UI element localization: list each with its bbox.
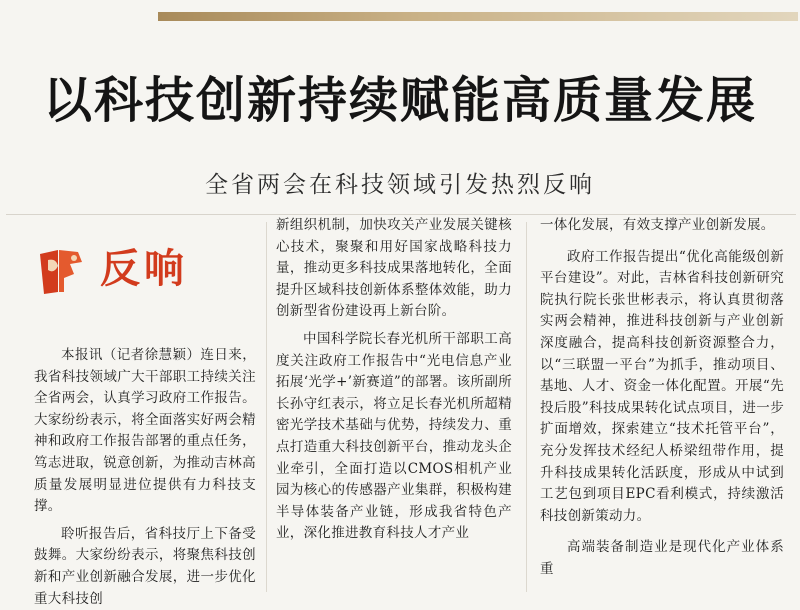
paragraph: 聆听报告后，省科技厅上下备受鼓舞。大家纷纷表示，将聚焦科技创新和产业创新融合发展，进一步优化重大科技创 <box>34 525 256 607</box>
paragraph: 中国科学院长春光机所干部职工高度关注政府工作报告中“光电信息产业拓展‘光学+’新赛道”的部署。该所副所长孙守红表示，将立足长春光机所超精密光学技术基础与优势，持续发力、重点打造重大科技创新平台，推动龙头企业牵引，全面打造以CMOS相机产业园为核心的传感器产业集群，积极构建半导体装备产业链，形成我省特色产业，深化推进教育科技人才产业 <box>276 330 512 542</box>
article-subheadline: 全省两会在科技领域引发热烈反响 <box>205 172 595 198</box>
article-column-2 <box>276 215 512 545</box>
paragraph: 本报讯（记者徐慧颖）连日来，我省科技领域广大干部职工持续关注全省两会，认真学习政府工作报告。大家纷纷表示，将全面落实好两会精神和政府工作报告部署的重点任务，笃志进取，锐意创新，为推动吉林高质量发展明显进位提供有力科技支撑。 <box>34 347 256 515</box>
article-headline: 以科技创新持续赋能高质量发展 <box>42 72 757 129</box>
paragraph: 高端装备制造业是现代化产业体系重 <box>540 539 784 577</box>
paragraph: 一体化发展，有效支撑产业创新发展。 <box>540 217 775 233</box>
article-column-3 <box>540 215 784 581</box>
column-divider <box>526 222 527 592</box>
section-badge-label: 反响 <box>100 246 188 292</box>
column-divider <box>266 222 267 592</box>
paragraph: 新组织机制，加快攻关产业发展关键核心技术，聚聚和用好国家战略科技力量，推动更多科技成果落地转化，全面提升区域科技创新体系整体效能，助力创新型省份建设再上新台阶。 <box>276 217 512 320</box>
hand-megaphone-icon <box>34 240 92 298</box>
section-badge <box>34 240 249 300</box>
paragraph: 政府工作报告提出“优化高能级创新平台建设”。对此，吉林省科技创新研究院执行院长张世彬表示，将认真贯彻落实两会精神，推进科技创新与产业创新深度融合，提高科技创新资源整合力，以“三联盟一平台”为抓手，推动项目、基地、人才、资金一体化配置。开展“先投后股”科技成果转化试点项目，进一步扩面增效，探索建立“技术托管平台”，充分发挥技术经纪人桥梁纽带作用，提升科技成果转化活跃度，形成从中试到工艺包到项目EPC看利模式，持续激活科技创新策动力。 <box>540 248 784 524</box>
top-decorative-bar <box>158 12 798 21</box>
article-column-1 <box>34 345 256 610</box>
